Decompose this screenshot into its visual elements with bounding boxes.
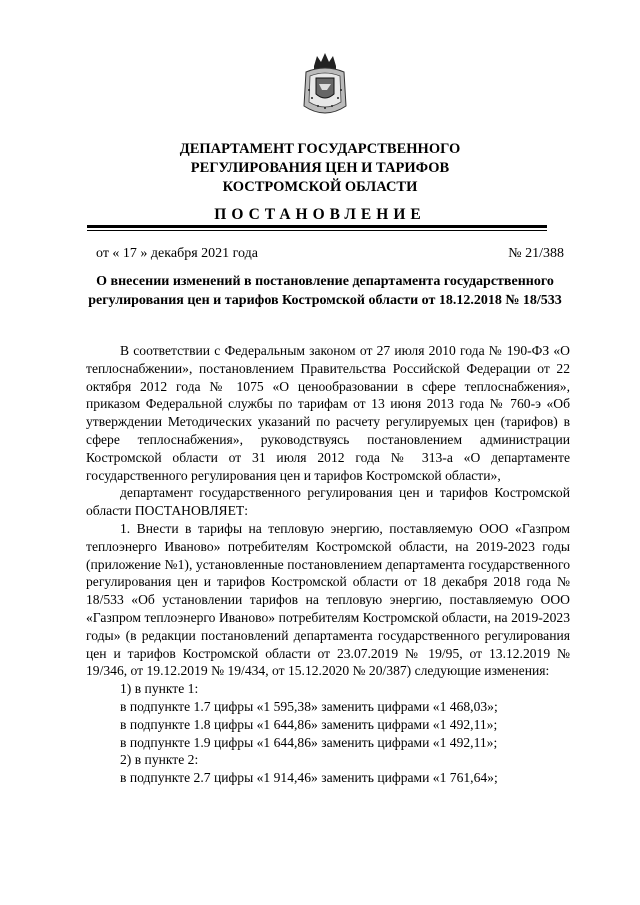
document-type-title: ПОСТАНОВЛЕНИЕ [214,206,426,223]
change-line: в подпункте 1.7 цифры «1 595,38» заменить цифрами «1 468,03»; [120,698,498,714]
document-subject [80,272,570,310]
coat-of-arms-emblem [300,50,350,122]
change-line: в подпункте 2.7 цифры «1 914,46» заменить цифрами «1 761,64»; [120,770,498,786]
document-number: № 21/388 [508,246,564,261]
department-line: РЕГУЛИРОВАНИЯ ЦЕН И ТАРИФОВ [190,160,450,176]
resolves-paragraph: департамент государственного регулирования цен и тарифов Костромской области ПОСТАНОВЛЯЕТ: [86,485,570,519]
department-name [60,140,580,197]
header-divider-thin [87,230,547,231]
change-line: 1) в пункте 1: [120,681,199,697]
change-line: в подпункте 1.8 цифры «1 644,86» заменить цифрами «1 492,11»; [120,716,498,732]
preamble-paragraph: В соответствии с Федеральным законом от 27 июля 2010 года № 190-ФЗ «О теплоснабжении», постановлением Правительства Российской Федерации от 22 октября 2012 года № 1075 «О ценообразовании в сфере теплоснабжения», приказом Федеральной службы по тарифам от 13 июня 2013 года № 760-э «Об утверждении Методических указаний по расчету регулируемых цен (тарифов) в сфере теплоснабжения», руководствуясь постановлением администрации Костромской области от 31 июля 2012 года № 313-а «О департаменте государственного регулирования цен и тарифов Костромской области», [86,343,570,483]
subject-line: О внесении изменений в постановление департамента государственного [96,274,554,289]
document-body [86,342,570,787]
document-date: от « 17 » декабря 2021 года [96,246,258,261]
subject-line: регулирования цен и тарифов Костромской области от 18.12.2018 № 18/533 [88,293,562,308]
change-line: в подпункте 1.9 цифры «1 644,86» заменить цифрами «1 492,11»; [120,734,498,750]
item-1-paragraph: 1. Внести в тарифы на тепловую энергию, поставляемую ООО «Газпром теплоэнерго Иваново» потребителям Костромской области, на 2019-2023 годы (приложение №1), установленные постановлением департамента государственного регулирования цен и тарифов Костромской области от 18 декабря 2018 года № 18/533 «Об установлении тарифов на тепловую энергию, поставляемую ООО «Газпром теплоэнерго Иваново» потребителям Костромской области, на 2019-2023 годы» (в редакции постановлений департамента государственного регулирования цен и тарифов Костромской области от 23.07.2019 № 19/95, от 13.12.2019 № 19/346, от 19.12.2019 № 19/434, от 15.12.2020 № 20/387) следующие изменения: [86,520,570,679]
department-line: ДЕПАРТАМЕНТ ГОСУДАРСТВЕННОГО [179,141,461,157]
header-divider-thick [87,225,547,228]
change-line: 2) в пункте 2: [120,752,199,768]
department-line: КОСТРОМСКОЙ ОБЛАСТИ [222,179,418,195]
